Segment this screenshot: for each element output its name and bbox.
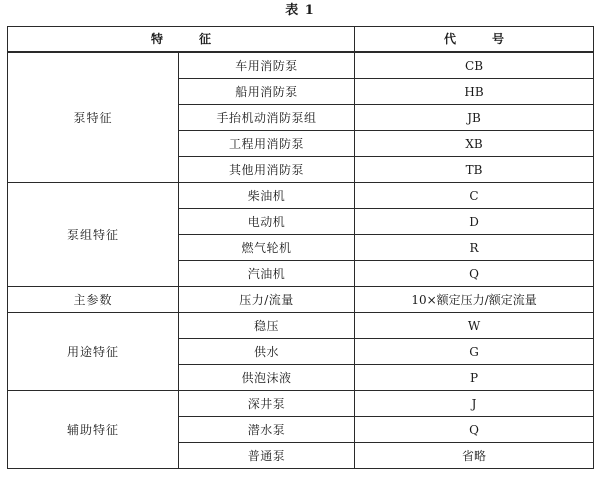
feature-name-cell: 普通泵 bbox=[179, 443, 355, 469]
code-cell: J bbox=[355, 391, 594, 417]
code-cell: TB bbox=[355, 157, 594, 183]
category-cell: 辅助特征 bbox=[8, 391, 179, 469]
table-row bbox=[8, 52, 594, 79]
category-cell: 主参数 bbox=[8, 287, 179, 313]
feature-name-cell: 手抬机动消防泵组 bbox=[179, 105, 355, 131]
feature-name-cell: 潜水泵 bbox=[179, 417, 355, 443]
feature-name-cell: 汽油机 bbox=[179, 261, 355, 287]
category-cell: 泵特征 bbox=[8, 52, 179, 183]
table-row bbox=[8, 391, 594, 417]
code-cell: JB bbox=[355, 105, 594, 131]
table-caption: 表 1 bbox=[285, 3, 315, 18]
feature-name-cell: 供泡沫液 bbox=[179, 365, 355, 391]
feature-name-cell: 稳压 bbox=[179, 313, 355, 339]
code-cell: P bbox=[355, 365, 594, 391]
feature-name-cell: 其他用消防泵 bbox=[179, 157, 355, 183]
feature-name-cell: 压力/流量 bbox=[179, 287, 355, 313]
code-cell: C bbox=[355, 183, 594, 209]
code-cell: XB bbox=[355, 131, 594, 157]
header-code: 代 号 bbox=[355, 27, 594, 53]
feature-name-cell: 柴油机 bbox=[179, 183, 355, 209]
code-cell: 10×额定压力/额定流量 bbox=[355, 287, 594, 313]
table-header-row bbox=[8, 27, 594, 53]
code-cell: Q bbox=[355, 417, 594, 443]
feature-name-cell: 供水 bbox=[179, 339, 355, 365]
category-cell: 用途特征 bbox=[8, 313, 179, 391]
table-row bbox=[8, 183, 594, 209]
code-cell: R bbox=[355, 235, 594, 261]
code-cell: W bbox=[355, 313, 594, 339]
table-row bbox=[8, 287, 594, 313]
feature-name-cell: 工程用消防泵 bbox=[179, 131, 355, 157]
feature-name-cell: 车用消防泵 bbox=[179, 52, 355, 79]
feature-name-cell: 船用消防泵 bbox=[179, 79, 355, 105]
pump-code-table bbox=[7, 26, 594, 469]
code-cell: CB bbox=[355, 52, 594, 79]
header-feature: 特 征 bbox=[8, 27, 355, 53]
code-cell: HB bbox=[355, 79, 594, 105]
code-cell: 省略 bbox=[355, 443, 594, 469]
feature-name-cell: 燃气轮机 bbox=[179, 235, 355, 261]
category-cell: 泵组特征 bbox=[8, 183, 179, 287]
code-cell: G bbox=[355, 339, 594, 365]
table-row bbox=[8, 313, 594, 339]
feature-name-cell: 深井泵 bbox=[179, 391, 355, 417]
table-body bbox=[8, 52, 594, 469]
code-cell: D bbox=[355, 209, 594, 235]
code-cell: Q bbox=[355, 261, 594, 287]
feature-name-cell: 电动机 bbox=[179, 209, 355, 235]
